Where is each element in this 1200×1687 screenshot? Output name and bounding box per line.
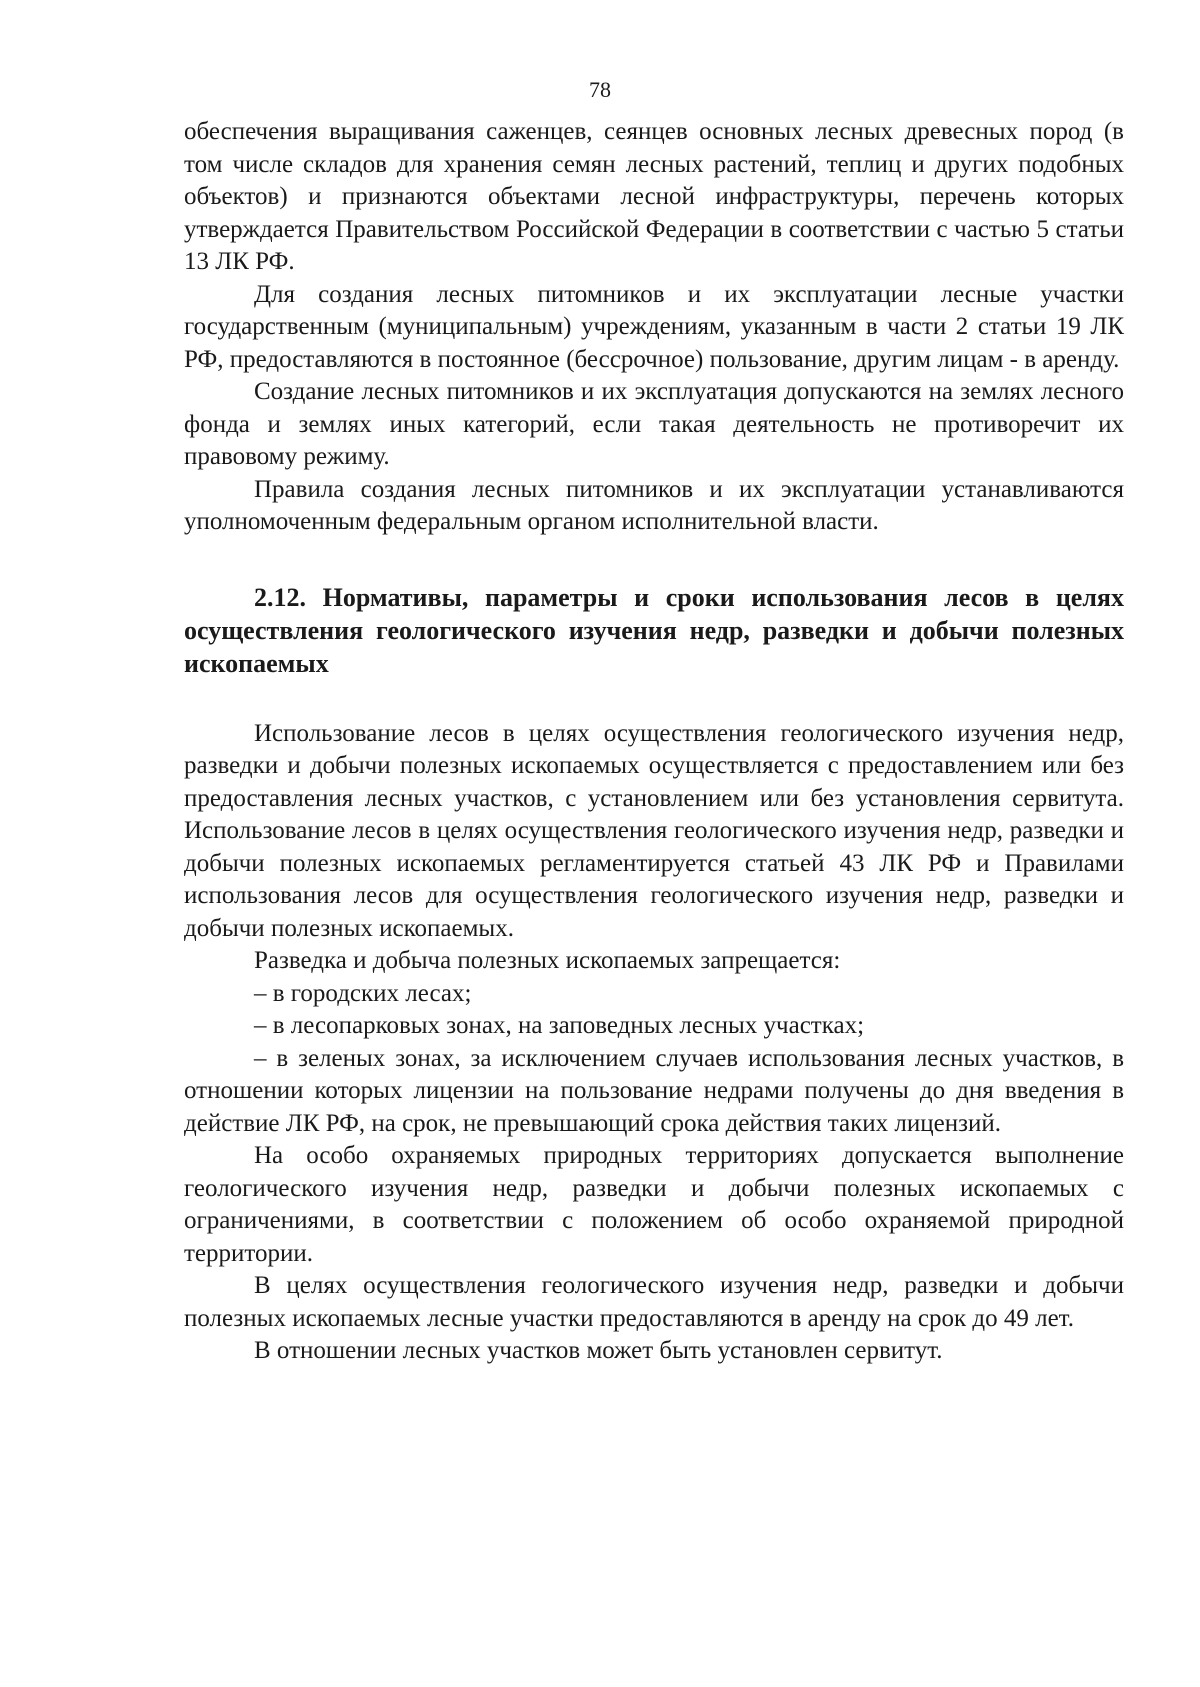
paragraph-lease-term: В целях осуществления геологического изучения недр, разведки и добычи полезных ископаемых лесные участки предоставляются в аренду на срок до 49 лет.: [184, 1272, 1124, 1332]
paragraph-nursery-rules: Правила создания лесных питомников и их эксплуатации устанавливаются уполномоченным федеральным органом исполнительной власти.: [184, 475, 1124, 535]
page-number: 78: [589, 77, 611, 102]
document-body: [184, 116, 1124, 1368]
paragraph-nursery-lands: Создание лесных питомников и их эксплуатация допускаются на землях лесного фонда и землях иных категорий, если такая деятельность не противоречит их правовому режиму.: [184, 378, 1124, 470]
paragraph-lease-conditions: Для создания лесных питомников и их эксплуатации лесные участки государственным (муниципальным) учреждениям, указанным в части 2 статьи 19 ЛК РФ, предоставляются в постоянное (бессрочное) пользование, другим лицам - в аренду.: [184, 280, 1124, 373]
paragraph-prohibition-intro: Разведка и добыча полезных ископаемых запрещается:: [254, 947, 841, 974]
paragraph-servitude: В отношении лесных участков может быть установлен сервитут.: [254, 1337, 943, 1364]
list-item: – в зеленых зонах, за исключением случаев использования лесных участков, в отношении которых лицензии на пользование недрами получены до дня введения в действие ЛК РФ, на срок, не превышающий срока действия таких лицензий.: [184, 1044, 1124, 1137]
section-heading: 2.12. Нормативы, параметры и сроки использования лесов в целях осуществления геологического изучения недр, разведки и добычи полезных ископаемых: [184, 582, 1124, 678]
paragraph-continuation: обеспечения выращивания саженцев, сеянцев основных лесных древесных пород (в том числе складов для хранения семян лесных растений, теплиц и других подобных объектов) и признаются объектами лесной инфраструктуры, перечень которых утверждается Правительством Российской Федерации в соответствии с частью 5 статьи 13 ЛК РФ.: [184, 118, 1124, 275]
paragraph-protected-areas: На особо охраняемых природных территориях допускается выполнение геологического изучения недр, разведки и добычи полезных ископаемых с ограничениями, в соответствии с положением об особо охраняемой природной территории.: [184, 1142, 1124, 1267]
list-item: – в городских лесах;: [254, 979, 472, 1007]
list-item: – в лесопарковых зонах, на заповедных лесных участках;: [254, 1012, 865, 1039]
paragraph-geology-usage: Использование лесов в целях осуществления геологического изучения недр, разведки и добычи полезных ископаемых осуществляется с предоставлением или без предоставления лесных участков, с установлением или без установления сервитута. Использование лесов в целях осуществления геологического изучения недр, разведки и добычи полезных ископаемых регламентируется статьей 43 ЛК РФ и Правилами использования лесов для осуществления геологического изучения недр, разведки и добычи полезных ископаемых.: [184, 719, 1124, 942]
